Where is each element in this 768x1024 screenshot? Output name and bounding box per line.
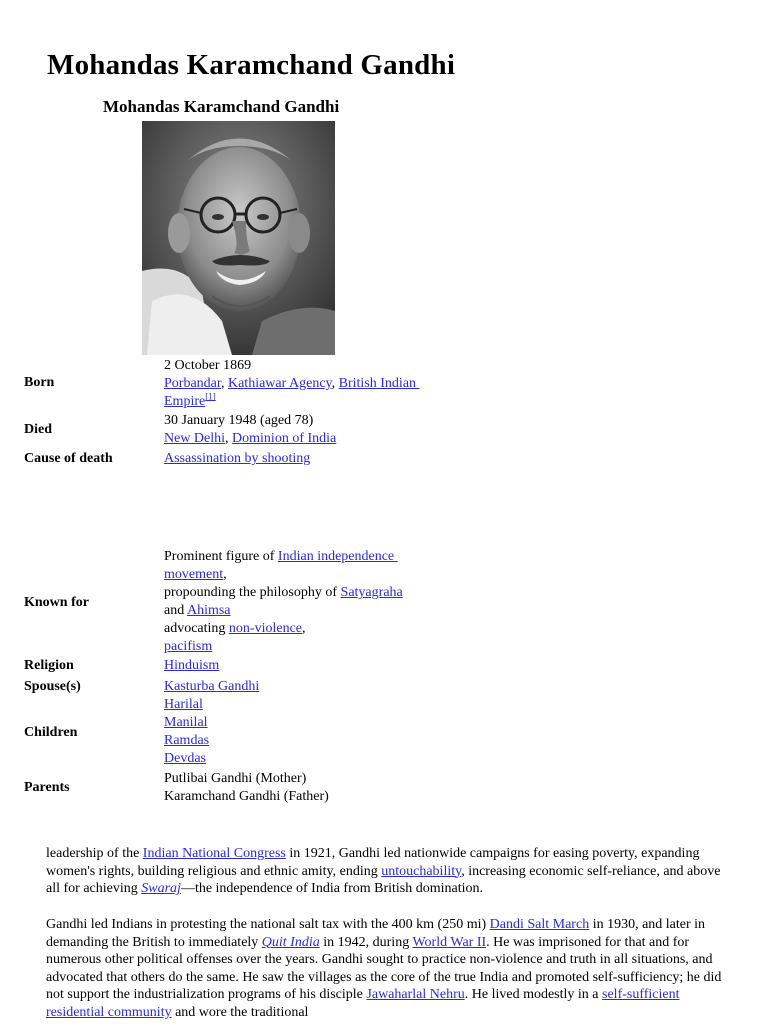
page-title: Mohandas Karamchand Gandhi [47, 49, 456, 81]
link-jawaharlal-nehru[interactable]: Jawaharlal Nehru [366, 987, 465, 1003]
born-label: Born [24, 375, 55, 390]
born-date: 2 October 1869 [164, 358, 252, 373]
parents-label: Parents [24, 780, 70, 795]
link-pacifism[interactable]: pacifism [164, 639, 213, 654]
known-for-value: Prominent figure of Indian independence movement, propounding the philosophy of Satyagraha and Ahimsa advocating non-violence, pacifism [164, 549, 403, 654]
died-value: 30 January 1948 (aged 78) New Delhi, Dominion of India [164, 413, 337, 446]
link-devdas[interactable]: Devdas [164, 751, 206, 766]
link-quit-india[interactable]: Quit India [261, 934, 320, 950]
died-label: Died [24, 422, 52, 437]
link-ahimsa[interactable]: Ahimsa [186, 603, 231, 618]
spouse-label: Spouse(s) [24, 679, 81, 694]
link-porbandar[interactable]: Porbandar [164, 376, 221, 391]
link-kathiawar-agency[interactable]: Kathiawar Agency [227, 376, 332, 391]
children-label: Children [24, 725, 78, 740]
cause-of-death-value [164, 450, 464, 468]
link-manilal[interactable]: Manilal [164, 715, 208, 730]
link-british-indian-empire[interactable]: British Indian Empire [164, 376, 417, 409]
link-swaraj[interactable]: Swaraj [141, 881, 181, 897]
known-for-label: Known for [24, 595, 89, 610]
link-untouchability[interactable]: untouchability [381, 863, 462, 879]
link-kasturba-gandhi[interactable]: Kasturba Gandhi [164, 679, 260, 694]
article-paragraph: leadership of the Indian National Congress in 1921, Gandhi led nationwide campaigns for easing poverty, expanding women's rights, building religious and ethnic amity, ending untouchability, increasing economic self-reliance, and above all for achieving Swaraj—the independence of India from British domination. [46, 846, 721, 897]
link-ramdas[interactable]: Ramdas [164, 733, 210, 748]
spouse-value [164, 678, 464, 696]
born-value: 2 October 1869 Porbandar, Kathiawar Agency, British Indian Empire[1] [164, 357, 464, 411]
died-date: 30 January 1948 (aged 78) [164, 413, 314, 428]
religion-label: Religion [24, 658, 74, 673]
link-indian-national-congress[interactable]: Indian National Congress [142, 846, 286, 861]
infobox-caption: Mohandas Karamchand Gandhi [103, 97, 340, 116]
link-hinduism[interactable]: Hinduism [164, 658, 220, 673]
cause-of-death-label: Cause of death [24, 451, 113, 466]
link-self-sufficient-community[interactable]: self-sufficient residential community [46, 987, 680, 1020]
link-indian-independence-movement[interactable]: Indian independence movement [164, 549, 395, 582]
link-world-war-ii[interactable]: World War II [412, 934, 487, 950]
link-dandi-salt-march[interactable]: Dandi Salt March [489, 917, 590, 932]
link-assassination[interactable]: Assassination by shooting [164, 451, 311, 466]
reference-1[interactable]: [1] [205, 391, 216, 402]
link-harilal[interactable]: Harilal [164, 697, 203, 712]
parents-value: Putlibai Gandhi (Mother) Karamchand Gandhi (Father) [164, 771, 329, 804]
link-dominion-of-india[interactable]: Dominion of India [232, 431, 337, 446]
religion-value [164, 657, 464, 675]
article-paragraph: Gandhi led Indians in protesting the national salt tax with the 400 km (250 mi) Dandi Salt March in 1930, and later in demanding the British to immediately Quit India in 1942, during World War II. He was imprisoned for that and for numerous other political offenses over the years. Gandhi sought to practice non-violence and truth in all situations, and advocated that others do the same. He saw the villages as the core of the true India and promoted self-sufficiency; he did not support the industrialization programs of his disciple Jawaharlal Nehru. He lived modestly in a self-sufficient residential community and wore the traditional [46, 917, 722, 1020]
link-non-violence[interactable]: non-violence [228, 621, 303, 636]
children-value [164, 696, 464, 768]
link-satyagraha[interactable]: Satyagraha [340, 585, 403, 600]
portrait-photo [142, 121, 335, 355]
link-new-delhi[interactable]: New Delhi [164, 431, 226, 446]
